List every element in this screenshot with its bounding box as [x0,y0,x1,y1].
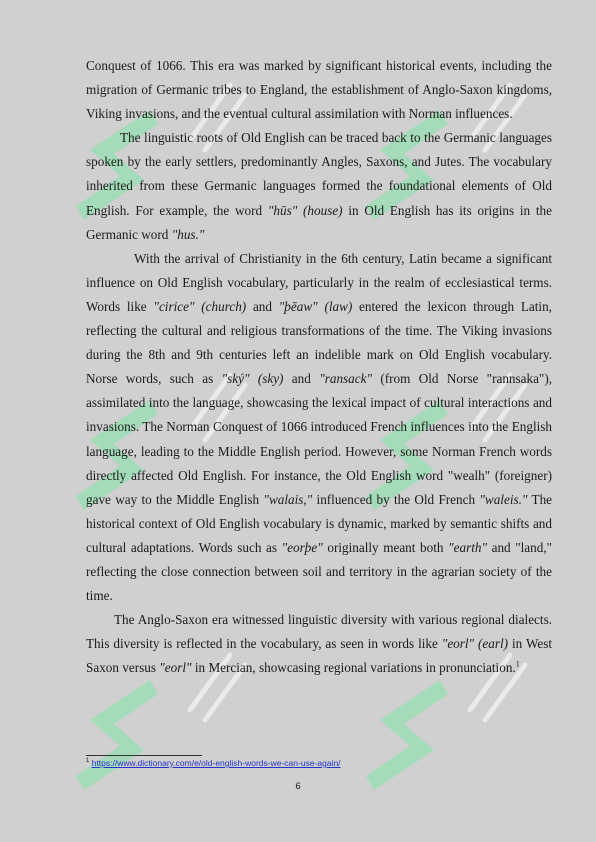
paragraph-2 [86,126,552,246]
paragraph-1: Conquest of 1066. This era was marked by significant historical events, including the migration of Germanic tribes to England, the establishment of Anglo-Saxon kingdoms, Viking invasions, and the eventual cultural assimilation with Norman influences. [86,58,552,122]
p4-text-a: The Anglo-Saxon era witnessed linguistic diversity with various regional dialects. This diversity is reflected in the vocabulary, as seen in words like [86,612,552,652]
p3-term-ransack: "ransack" [319,371,373,387]
page-number: 6 [295,781,301,792]
footnote-divider [86,755,202,756]
p3-term-theaw: "þēaw" (law) [278,298,353,314]
p3-term-sky: "ský" (sky) [221,371,284,387]
p3-term-earth: "earth" [448,539,487,555]
p3-term-waleis: "waleis." [479,491,528,507]
p3-text-k: influenced by the Old French [312,491,480,507]
p3-term-eorthe: "eorþe" [281,539,323,555]
p2-term-hus: "hūs" (house) [267,202,343,218]
body-text [86,54,552,680]
p3-text-m: The historical context of Old English vocabulary is dynamic, marked by semantic shifts and cultural adaptations. Words such as [86,491,553,555]
footnote-marker: 1 [86,758,90,765]
p4-text-e: in Mercian, showcasing regional variations in pronunciation. [191,660,516,676]
p3-text-i: (from Old Norse "rannsaka"), assimilated into the language, showcasing the lexical impact of cultural interactions and invasions. The Norman Conquest of 1066 introduced French influences into the English language, leading to the Middle English period. However, some Norman French words directly affected Old English. For instance, the Old English word "wealh" (foreigner) gave way to the Middle English [86,371,553,507]
p2-term-hus-germanic: "hus." [171,226,205,242]
footnote-ref[interactable]: 1 [515,659,520,669]
p3-text-e: entered the lexicon through Latin, reflecting the cultural and religious transformations of the time. The Viking invasions during the 8th and 9th centuries left an indelible mark on Old English vocabulary. Norse words, such as [86,298,552,387]
p3-term-walais: "walais," [263,491,313,507]
p3-text-o: originally meant both [322,539,449,555]
paragraph-4 [86,608,552,680]
p4-text-c: in West Saxon versus [86,636,552,676]
footnote-link[interactable]: https://www.dictionary.com/e/old-english-words-we-can-use-again/ [91,758,341,768]
paragraph-3 [86,247,552,608]
p2-text-c: in Old English has its origins in the Germanic word [86,202,552,242]
p4-term-eorl: "eorl" [159,660,192,676]
p3-text-q: and "land," reflecting the close connection between soil and territory in the agrarian society of the time. [86,539,552,604]
footnote [86,758,341,768]
p4-term-eorl-earl: "eorl" (earl) [441,636,509,652]
p3-term-cirice: "cirice" (church) [153,298,247,314]
p3-text-a: With the arrival of Christianity in the 6th century, Latin became a significant influence on Old English vocabulary, particularly in the realm of ecclesiastical terms. Words like [86,250,552,314]
p3-text-g: and [283,371,320,387]
p3-text-c: and [246,298,279,314]
p2-text-a: The linguistic roots of Old English can be traced back to the Germanic languages spoken by the early settlers, predominantly Angles, Saxons, and Jutes. The vocabulary inherited from these Germanic languages formed the foundational elements of Old English. For example, the word [86,130,552,218]
